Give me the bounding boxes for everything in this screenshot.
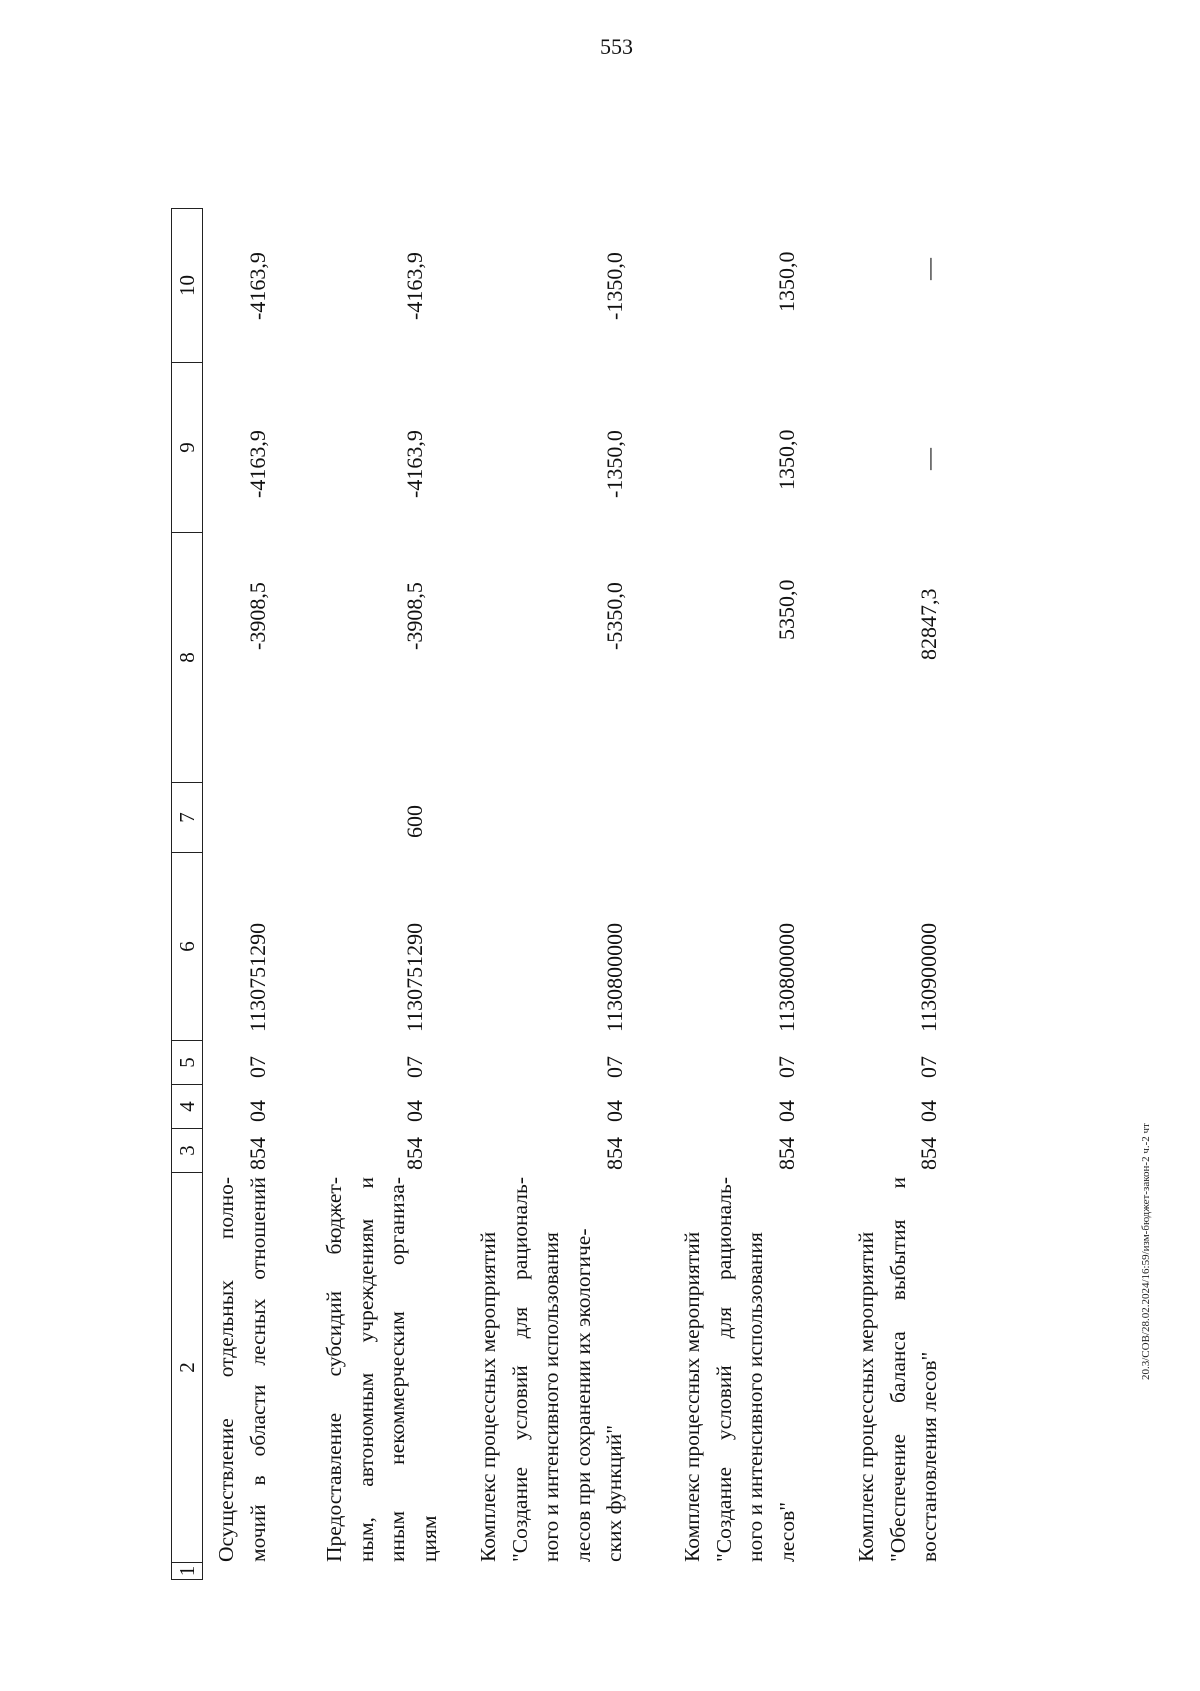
row-4-col-10: 1350,0 bbox=[774, 251, 799, 312]
row-2-line-4: циям bbox=[416, 1515, 441, 1562]
row-4-line-2: "Создание условий для рациональ- bbox=[711, 1177, 736, 1562]
row-2-col-10: -4163,9 bbox=[402, 252, 427, 320]
row-5-col-4: 04 bbox=[916, 1100, 941, 1122]
row-1-col-6: 1130751290 bbox=[245, 922, 270, 1032]
row-1-description bbox=[211, 1177, 274, 1562]
row-1-col-5: 07 bbox=[245, 1056, 270, 1078]
row-5-col-8: 82847,3 bbox=[916, 588, 941, 660]
row-3-line-5: ских функций" bbox=[602, 1424, 626, 1562]
row-2-col-3: 854 bbox=[402, 1137, 427, 1170]
row-5-col-6: 1130900000 bbox=[916, 922, 941, 1032]
row-2-col-5: 07 bbox=[402, 1056, 427, 1078]
row-1-col-4: 04 bbox=[245, 1100, 270, 1122]
row-2-col-6: 1130751290 bbox=[402, 922, 427, 1032]
row-3-col-8: -5350,0 bbox=[602, 582, 627, 650]
row-5-col-3: 854 bbox=[916, 1137, 941, 1170]
row-2-col-4: 04 bbox=[402, 1100, 427, 1122]
row-4-col-5: 07 bbox=[774, 1056, 799, 1078]
row-2-col-9: -4163,9 bbox=[402, 430, 427, 498]
row-5-line-3: восстановления лесов" bbox=[917, 1351, 941, 1562]
row-1-line-2: мочий в области лесных отношений bbox=[245, 1177, 270, 1562]
row-3-line-4: лесов при сохранении их экологиче- bbox=[570, 1228, 595, 1562]
row-4-line-4: лесов" bbox=[774, 1501, 799, 1562]
row-3-line-3: ного и интенсивного использования bbox=[539, 1232, 563, 1562]
header-col-4: 4 bbox=[171, 1084, 203, 1128]
row-3-col-9: -1350,0 bbox=[602, 430, 627, 498]
row-2-line-2: ным, автономным учреждениям и bbox=[353, 1177, 378, 1562]
row-1-col-10: -4163,9 bbox=[245, 252, 270, 320]
budget-table bbox=[171, 100, 1061, 1580]
row-4-col-6: 1130800000 bbox=[774, 922, 799, 1032]
row-3-line-2: "Создание условий для рациональ- bbox=[507, 1177, 532, 1562]
row-4-col-9: 1350,0 bbox=[774, 429, 799, 490]
header-col-3: 3 bbox=[171, 1128, 203, 1172]
row-4-col-4: 04 bbox=[774, 1100, 799, 1122]
row-2-col-7: 600 bbox=[402, 805, 427, 838]
header-col-6: 6 bbox=[171, 852, 203, 1040]
header-col-5: 5 bbox=[171, 1040, 203, 1084]
row-5-col-9: — bbox=[916, 448, 941, 470]
row-2-col-8: -3908,5 bbox=[402, 582, 427, 650]
header-col-2: 2 bbox=[171, 1172, 203, 1562]
row-3-col-4: 04 bbox=[602, 1100, 627, 1122]
row-3-col-6: 1130800000 bbox=[602, 922, 627, 1032]
header-col-1: 1 bbox=[171, 1562, 203, 1580]
row-5-line-2: "Обеспечение баланса выбытия и bbox=[885, 1177, 910, 1562]
header-col-10: 10 bbox=[171, 208, 203, 362]
row-1-line-1: Осуществление отдельных полно- bbox=[214, 1177, 238, 1562]
row-1-col-8: -3908,5 bbox=[245, 582, 270, 650]
row-5-description bbox=[851, 1177, 946, 1562]
footer-note: 20.3/СОВ/28.02.2024/16:59/изм-бюджет-закон-2 ч.-2 чт bbox=[1140, 1123, 1152, 1380]
row-3-col-10: -1350,0 bbox=[602, 252, 627, 320]
header-col-7: 7 bbox=[171, 782, 203, 852]
row-1-col-3: 854 bbox=[245, 1137, 270, 1170]
row-2-description bbox=[319, 1177, 445, 1562]
row-4-line-1: Комплекс процессных мероприятий bbox=[680, 1231, 704, 1562]
row-4-col-3: 854 bbox=[774, 1137, 799, 1170]
row-4-description bbox=[677, 1177, 803, 1562]
row-2-line-1: Предоставление субсидий бюджет- bbox=[322, 1177, 346, 1562]
row-5-col-10: — bbox=[916, 258, 941, 280]
row-3-description bbox=[473, 1177, 631, 1562]
page-number: 553 bbox=[600, 34, 633, 59]
row-3-line-1: Комплекс процессных мероприятий bbox=[476, 1231, 500, 1562]
header-col-9: 9 bbox=[171, 362, 203, 532]
header-col-8: 8 bbox=[171, 532, 203, 782]
row-4-col-8: 5350,0 bbox=[774, 579, 799, 640]
row-2-line-3: иным некоммерческим организа- bbox=[385, 1177, 409, 1562]
row-3-col-3: 854 bbox=[602, 1137, 627, 1170]
row-5-col-5: 07 bbox=[916, 1056, 941, 1078]
row-4-line-3: ного и интенсивного использования bbox=[743, 1232, 767, 1562]
row-5-line-1: Комплекс процессных мероприятий bbox=[854, 1231, 878, 1562]
row-1-col-9: -4163,9 bbox=[245, 430, 270, 498]
row-3-col-5: 07 bbox=[602, 1056, 627, 1078]
